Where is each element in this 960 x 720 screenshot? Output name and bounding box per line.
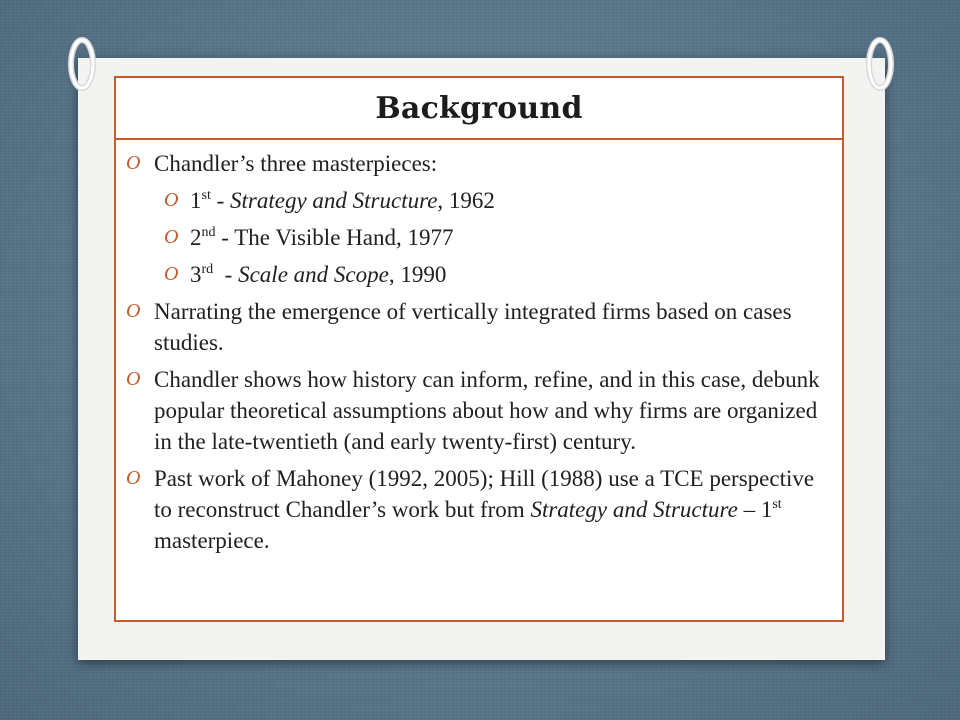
- separator: -: [213, 262, 239, 287]
- bullet-o-icon: O: [126, 368, 141, 390]
- bullet-text: Chandler shows how history can inform, refine, and in this case, debunk popular theoretical assumptions about how and why firms are organized in the late-twentieth (and early twenty-first) century.: [154, 367, 820, 454]
- bullet-o-icon: O: [126, 300, 141, 322]
- slide-title: Background: [375, 90, 583, 126]
- content-panel: [114, 76, 844, 622]
- bullet-o-icon: O: [164, 226, 179, 248]
- bullet-o-icon: O: [126, 467, 141, 489]
- bullet-item: [126, 463, 842, 556]
- bullet-text: Chandler’s three masterpieces:: [154, 151, 438, 176]
- push-pin-icon: [62, 34, 102, 94]
- sub-bullet-item: [164, 185, 842, 216]
- book-year: , 1990: [388, 262, 447, 287]
- bullet-item: [126, 364, 842, 457]
- book-title: Strategy and Structure: [230, 188, 438, 213]
- bullet-item: [126, 296, 842, 358]
- ordinal-number: 1: [760, 497, 773, 522]
- ordinal-number: 2: [190, 225, 202, 250]
- ordinal-suffix: st: [772, 497, 782, 512]
- book-title: Scale and Scope: [238, 262, 389, 287]
- sub-bullet-item: [164, 222, 842, 253]
- title-bar: [116, 78, 842, 140]
- sub-bullet-text: [190, 259, 842, 290]
- dash-separator: –: [737, 497, 761, 522]
- ordinal-suffix: nd: [201, 225, 216, 240]
- book-year: , 1962: [437, 188, 495, 213]
- bullet-list: [116, 140, 842, 620]
- ordinal-number: 3: [190, 262, 202, 287]
- bullet-item: [126, 148, 842, 179]
- bullet-text-body: Past work of Mahoney (1992, 2005); Hill (1988) use a TCE perspective to reconstruct Chandler’s work but from: [154, 466, 815, 522]
- ordinal-suffix: st: [201, 188, 211, 203]
- separator: -: [215, 225, 235, 250]
- sub-bullet-text: [190, 185, 842, 216]
- push-pin-icon: [860, 34, 900, 94]
- book-title: Strategy and Structure: [530, 497, 738, 522]
- ordinal-number: 1: [190, 188, 202, 213]
- book-year: , 1977: [395, 225, 454, 250]
- bullet-o-icon: O: [164, 263, 179, 285]
- book-title: The Visible Hand: [234, 225, 396, 250]
- bullet-o-icon: O: [164, 189, 179, 211]
- sub-bullet-item: [164, 259, 842, 290]
- separator: -: [210, 188, 231, 213]
- bullet-text: [154, 463, 842, 556]
- bullet-text-tail: masterpiece.: [154, 528, 270, 553]
- bullet-o-icon: O: [126, 152, 141, 174]
- sub-bullet-text: [190, 222, 842, 253]
- ordinal-suffix: rd: [201, 262, 214, 277]
- bullet-text: Narrating the emergence of vertically integrated firms based on cases studies.: [154, 299, 792, 355]
